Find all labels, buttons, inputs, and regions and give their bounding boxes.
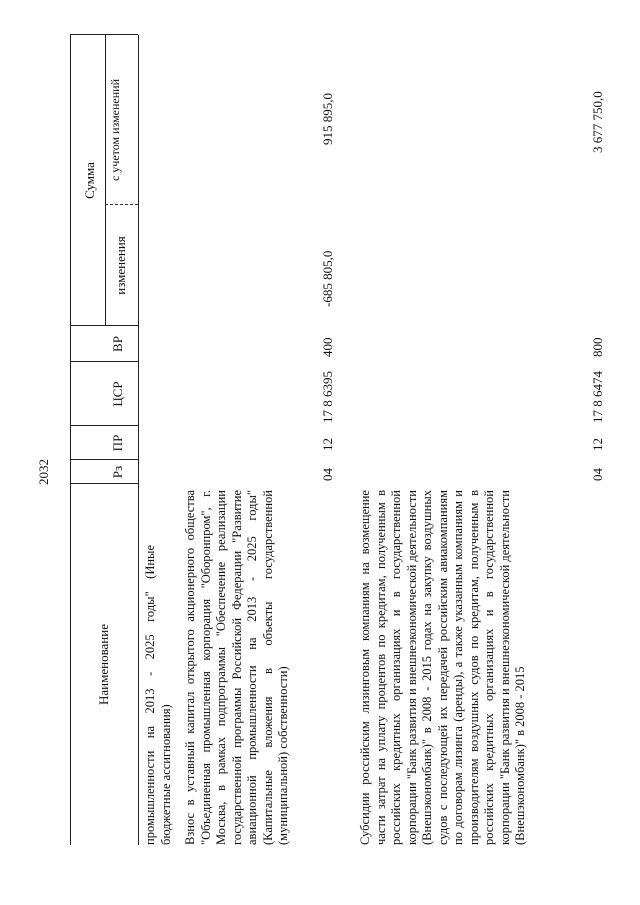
row-3-text: Субсидии российским лизинговым компаниям на возмещение части затрат на уплату процентов по кредитам, полученным в российских кредитных организациях и в государственной корпорации "Банк развития и внешнеэкономической деятельности (Внешэкономбанк)" в 2008 - 2015 годах на закупку воздушных судов с последующей их передачей российским авиакомпаниям по договорам лизинга (аренды), а также указанным компаниям и производителям воздушных судов по кредитам, полученным в российских кредитных организациях и в государственной корпорации "Банк развития и внешнеэкономической деятельности (Внешэкономбанк)" в 2008 - 2015 — [358, 490, 527, 845]
col-separator-csr-vr — [70, 361, 138, 362]
row-3-with-changes: 3 677 750,0 — [590, 91, 605, 153]
row-1-text: промышленности на 2013 - 2025 годы" (Иные бюджетные ассигнования) — [143, 545, 173, 845]
header-change: изменения — [113, 236, 128, 295]
row-3-rz: 04 — [590, 468, 605, 481]
row-3-pr: 12 — [590, 438, 605, 451]
col-separator-pr-csr — [70, 425, 138, 426]
row-3-csr: 17 8 6474 — [590, 371, 605, 423]
header-vr: ВР — [110, 336, 125, 352]
sum-subheader-border — [105, 35, 106, 326]
row-2-text: Взнос в уставный капитал открытого акционерного общества "Объединенная промышленная корпорация "Оборонпром", г. Москва, в рамках подпрограммы "Обеспечение реализации государственной программы Российской Федерации "Развитие авиационной промышленности на 2013 - 2025 годы" (Капитальные вложения в объекты государственной (муниципальной) собственности) — [183, 490, 290, 845]
header-csr: ЦСР — [110, 381, 125, 407]
row-2-rz: 04 — [320, 468, 335, 481]
row-2-pr: 12 — [320, 438, 335, 451]
row-2-vr: 400 — [320, 337, 335, 357]
table-top-border — [70, 35, 71, 845]
row-2-csr: 17 8 6395 — [320, 371, 335, 423]
header-sum: Сумма — [82, 162, 97, 199]
header-rz: Рз — [110, 465, 125, 479]
table-right-border — [70, 34, 138, 35]
col-separator-rz-pr — [70, 459, 138, 460]
table-header-bottom-border — [138, 35, 139, 845]
row-2-with-changes: 915 895,0 — [320, 93, 335, 145]
row-2-change: -685 805,0 — [320, 250, 335, 307]
header-with-changes: с учетом изменений — [108, 78, 122, 182]
row-3-vr: 800 — [590, 337, 605, 357]
header-pr: ПР — [110, 434, 125, 452]
header-name: Наименование — [96, 624, 111, 705]
page-number: 2032 — [36, 459, 51, 485]
